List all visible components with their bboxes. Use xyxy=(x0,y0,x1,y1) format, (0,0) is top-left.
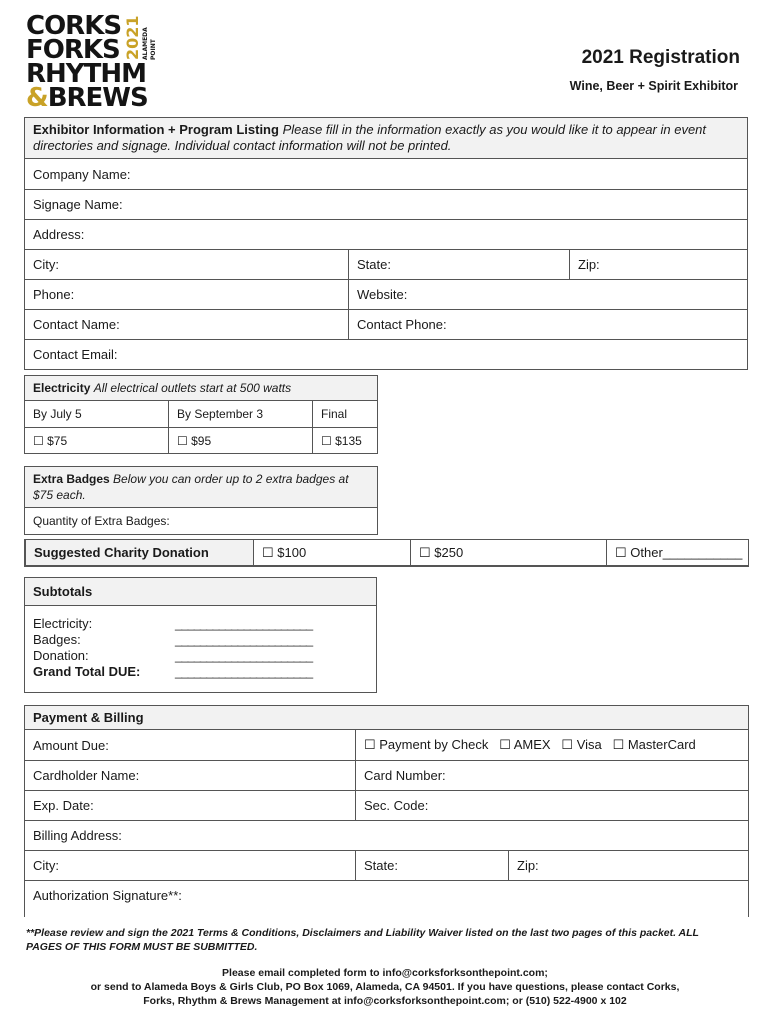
logo-line-rhythm: RHYTHM xyxy=(26,59,146,89)
extra-badges-heading: Extra Badges xyxy=(33,472,110,486)
contact-email-field[interactable]: Contact Email: xyxy=(33,347,118,362)
logo-line-brews xyxy=(26,83,148,113)
exhibitor-info-section xyxy=(24,117,748,370)
event-logo xyxy=(26,11,157,113)
document-subtitle: Wine, Beer + Spirit Exhibitor xyxy=(569,79,738,93)
payment-heading: Payment & Billing xyxy=(33,709,144,725)
electricity-col-july: By July 5 xyxy=(33,407,82,421)
subtotal-donation-row xyxy=(25,648,376,664)
electricity-col-final: Final xyxy=(312,401,377,427)
contact-phone-field[interactable]: Contact Phone: xyxy=(348,310,747,339)
city-field[interactable]: City: xyxy=(33,257,59,272)
amount-due-field[interactable]: Amount Due: xyxy=(33,737,109,753)
electricity-section xyxy=(24,375,378,454)
subtotal-badges-row xyxy=(25,632,376,648)
footer-line-1: Please email completed form to info@corksforksonthepoint.com; xyxy=(222,967,548,979)
address-field[interactable]: Address: xyxy=(33,227,85,242)
authorization-signature-field[interactable]: Authorization Signature**: xyxy=(33,888,182,903)
footer-line-3: Forks, Rhythm & Brews Management at info@corksforksonthepoint.com; or (510) 522-4900 x 102 xyxy=(143,995,627,1007)
badge-quantity-field[interactable]: Quantity of Extra Badges: xyxy=(33,514,170,528)
exp-date-field[interactable]: Exp. Date: xyxy=(33,798,94,813)
subtotals-header xyxy=(25,578,376,606)
charity-donation-row xyxy=(24,539,749,567)
donation-option-other[interactable]: ☐ Other___________ xyxy=(606,540,748,565)
logo-brews-word: BREWS xyxy=(47,83,148,113)
zip-field[interactable]: Zip: xyxy=(569,250,747,279)
document-title: 2021 Registration xyxy=(581,47,740,68)
submission-instructions xyxy=(20,966,750,1008)
billing-address-field[interactable]: Billing Address: xyxy=(33,828,122,843)
donation-label: Suggested Charity Donation xyxy=(26,540,253,565)
electricity-note: All electrical outlets start at 500 watts xyxy=(93,381,292,395)
subtotals-heading: Subtotals xyxy=(33,583,93,599)
billing-city-field[interactable]: City: xyxy=(33,858,59,873)
footer-line-2: or send to Alameda Boys & Girls Club, PO Box 1069, Alameda, CA 94501. If you have questions, please contact Corks, xyxy=(90,981,680,993)
terms-footnote: **Please review and sign the 2021 Terms & Conditions, Disclaimers and Liability Waiver listed on the last two pages of this packet. ALL PAGES OF THIS FORM MUST BE SUBMITTED. xyxy=(26,927,699,953)
cardholder-name-field[interactable]: Cardholder Name: xyxy=(33,768,140,783)
logo-line-forks: FORKS xyxy=(26,35,120,65)
electricity-option-135[interactable]: ☐ $135 xyxy=(312,428,377,453)
logo-year: 2021 xyxy=(123,15,142,60)
logo-ampersand: & xyxy=(26,83,48,113)
phone-field[interactable]: Phone: xyxy=(33,287,75,302)
grand-total-blank[interactable]: ______________________ xyxy=(175,664,313,679)
extra-badges-header xyxy=(25,467,377,508)
grand-total-label: Grand Total DUE: xyxy=(33,664,141,679)
payment-header xyxy=(25,706,748,730)
electricity-col-september: By September 3 xyxy=(168,401,312,427)
electricity-heading: Electricity xyxy=(33,381,91,395)
extra-badges-note: Below you can order up to 2 extra badges at $75 each. xyxy=(33,472,349,502)
exhibitor-info-note: Please fill in the information exactly as you would like it to appear in event directories and signage. Individual contact information will not be printed. xyxy=(33,122,707,153)
logo-line-corks: CORKS xyxy=(26,11,122,41)
state-field[interactable]: State: xyxy=(348,250,569,279)
subtotal-electricity-blank[interactable]: ______________________ xyxy=(175,616,313,631)
signage-name-field[interactable]: Signage Name: xyxy=(33,197,123,212)
company-name-field[interactable]: Company Name: xyxy=(33,166,131,182)
grand-total-row xyxy=(25,664,376,680)
exhibitor-info-heading: Exhibitor Information + Program Listing xyxy=(33,122,279,137)
donation-option-100[interactable]: ☐ $100 xyxy=(253,540,410,565)
logo-place: ALAMEDA POINT xyxy=(142,27,157,60)
subtotal-badges-blank[interactable]: ______________________ xyxy=(175,632,313,647)
electricity-option-95[interactable]: ☐ $95 xyxy=(168,428,312,453)
subtotal-badges-label: Badges: xyxy=(33,632,81,647)
contact-name-field[interactable]: Contact Name: xyxy=(33,317,120,332)
website-field[interactable]: Website: xyxy=(348,280,747,309)
exhibitor-info-header xyxy=(25,118,747,159)
billing-zip-field[interactable]: Zip: xyxy=(508,851,748,880)
electricity-option-75[interactable]: ☐ $75 xyxy=(33,433,68,448)
subtotals-section xyxy=(24,577,377,693)
donation-option-250[interactable]: ☐ $250 xyxy=(410,540,606,565)
payment-billing-section xyxy=(24,705,749,917)
card-number-field[interactable]: Card Number: xyxy=(355,761,748,790)
subtotal-electricity-label: Electricity: xyxy=(33,616,93,631)
subtotal-electricity-row xyxy=(25,616,376,632)
electricity-header xyxy=(25,376,377,401)
subtotal-donation-label: Donation: xyxy=(33,648,89,663)
subtotal-donation-blank[interactable]: ______________________ xyxy=(175,648,313,663)
sec-code-field[interactable]: Sec. Code: xyxy=(355,791,748,820)
extra-badges-section xyxy=(24,466,378,535)
billing-state-field[interactable]: State: xyxy=(355,851,508,880)
payment-method-options[interactable]: ☐ Payment by Check ☐ AMEX ☐ Visa ☐ MasterCard xyxy=(355,730,748,760)
